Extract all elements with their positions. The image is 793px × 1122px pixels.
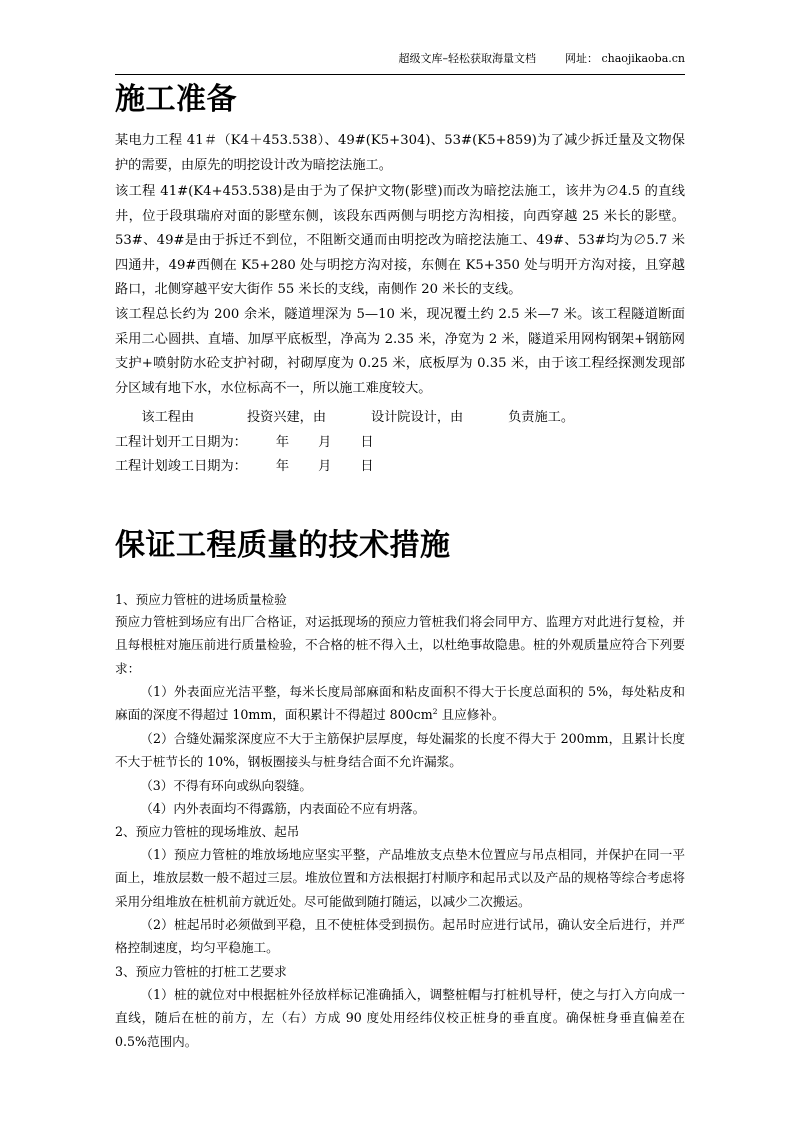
header-site-label: 网址：: [564, 52, 598, 65]
fill-in-parties-line: [115, 406, 685, 431]
section-2-subitem-2: （2）桩起吊时必须做到平稳，且不使桩体受到损伤。起吊时应进行试吊，确认安全后进行，并严格控制速度，均匀平稳施工。: [115, 917, 685, 956]
section-1-subitem-3: （3）不得有环向或纵向裂缝。: [140, 778, 312, 793]
paragraph-project-overview: 某电力工程 41＃（K4＋453.538）、49#(K5+304)、53#(K5+859)为了减少拆迁量及文物保护的需要，由原先的明挖设计改为暗挖法施工。: [115, 133, 685, 173]
section-heading-1: 1、预应力管桩的进场质量检验: [115, 592, 287, 607]
header-divider: [115, 74, 685, 75]
schedule-start-label: 工程计划开工日期为：: [115, 435, 247, 450]
schedule-finish-month: 月: [318, 459, 332, 474]
header-site-url: chaojikaoba.cn: [601, 52, 685, 65]
fill-in-part1: 投资兴建，由: [246, 410, 327, 425]
schedule-start-date-line: [115, 431, 685, 456]
schedule-finish-day: 日: [360, 459, 374, 474]
running-header: [115, 52, 685, 76]
schedule-start-day: 日: [360, 435, 374, 450]
fill-in-part3: 负责施工。: [508, 410, 575, 425]
section-3-subitem-1: （1）桩的就位对中根据桩外径放样标记准确插入，调整桩帽与打桩机导杆，使之与打入方向成一直线，随后在桩的前方，左（右）方成 90 度处用经纬仪校正桩身的垂直度。确保桩身垂直偏差在 0.5%范围内。: [115, 987, 685, 1049]
section-1-subitem-4: （4）内外表面均不得露筋，内表面砼不应有坍落。: [140, 801, 426, 816]
page-title-quality-measures: 保证工程质量的技术措施: [115, 528, 451, 563]
schedule-finish-year: 年: [275, 459, 290, 474]
schedule-start-month: 月: [318, 435, 332, 450]
fill-in-part2: 设计院设计，由: [370, 410, 464, 425]
schedule-finish-date-line: [115, 455, 685, 480]
header-brand: 超级文库–轻松获取海量文档: [398, 52, 536, 65]
section-1-intro: 预应力管桩到场应有出厂合格证，对运抵现场的预应力管桩我们将会同甲方、监理方对此进行复检，并且每根桩对施压前进行质量检验，不合格的桩不得入土，以杜绝事故隐患。桩的外观质量应符合下列要求：: [115, 614, 685, 676]
section-1-subitem-2: （2）合缝处漏浆深度应不大于主筋保护层厚度，每处漏浆的长度不得大于 200mm，且累计长度不大于桩节长的 10%，钢板圈接头与桩身结合面不允许漏浆。: [115, 731, 685, 770]
page-title-construction-preparation: 施工准备: [115, 82, 237, 117]
section-heading-2: 2、预应力管桩的现场堆放、起吊: [115, 824, 300, 839]
paragraph-shaft-details: 该工程 41#(K4+453.538)是由于为了保护文物(影壁)而改为暗挖法施工，该井为∅4.5 的直线井，位于段琪瑞府对面的影壁东侧，该段东西两侧与明挖方沟相接，向西穿越 25 米长的影壁。53#、49#是由于拆迁不到位，不阻断交通而由明挖改为暗挖法施工、49#、53#均为∅5.7 米四通井，49#西侧在 K5+280 处与明挖方沟对接，东侧在 K5+350 处与明开方沟对接，且穿越路口，北侧穿越平安大街作 55 米长的支线，南侧作 20 米长的支线。: [115, 184, 685, 298]
schedule-start-year: 年: [275, 435, 290, 450]
paragraph-tunnel-specs: 该工程总长约为 200 余米，隧道埋深为 5—10 米，现况覆土约 2.5 米—7 米。该工程隧道断面采用二心圆拱、直墙、加厚平底板型，净高为 2.35 米，净宽为 2 米，隧道采用网构钢架+钢筋网支护+喷射防水砼支护衬砌，衬砌厚度为 0.25 米，底板厚为 0.35 米，由于该工程经探测发现部分区域有地下水，水位标高不一，所以施工难度较大。: [115, 307, 685, 396]
schedule-finish-label: 工程计划竣工日期为：: [115, 459, 247, 474]
section-2-subitem-1: （1）预应力管桩的堆放场地应坚实平整，产品堆放支点垫木位置应与吊点相同，并保护在同一平面上，堆放层数一般不超过三层。堆放位置和方法根据打村顺序和起吊式以及产品的规格等综合考虑将采用分组堆放在桩机前方就近处。尽可能做到随打随运，以减少二次搬运。: [115, 847, 685, 909]
fill-in-lead: 该工程由: [141, 410, 195, 425]
section-1-subitem-1: （1）外表面应光洁平整，每米长度局部麻面和粘皮面积不得大于长度总面积的 5%，每处粘皮和麻面的深度不得超过 10mm，面积累计不得超过 $800cm^2$ 且应修补。: [115, 684, 685, 723]
section-heading-3: 3、预应力管桩的打桩工艺要求: [115, 964, 287, 979]
